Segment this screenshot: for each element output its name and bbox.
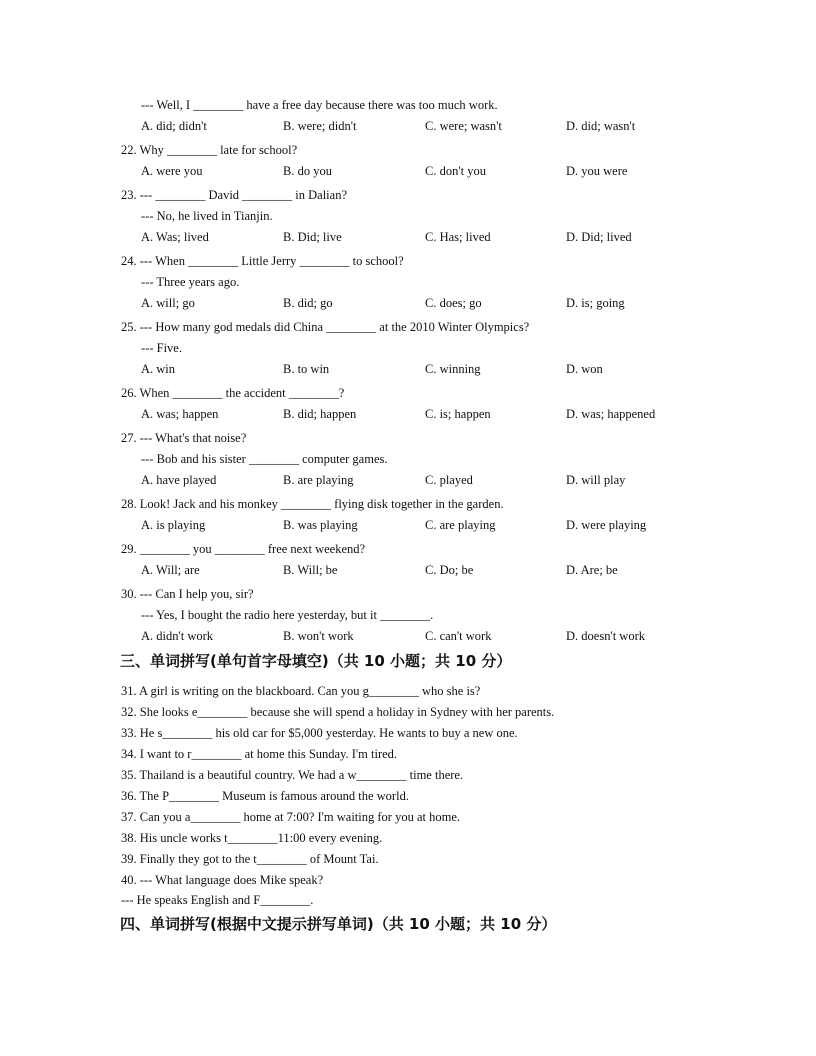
q28-option-d: D. were playing — [566, 518, 647, 532]
q26-option-d: D. was; happened — [566, 407, 656, 421]
question-40: 40. --- What language does Mike speak? — [121, 873, 324, 887]
q22-option-b: B. do you — [283, 164, 332, 178]
question-27: 27. --- What's that noise? — [121, 431, 247, 445]
q30-option-c: C. can't work — [425, 629, 492, 643]
q30-option-d: D. doesn't work — [566, 629, 645, 643]
question-24: 24. --- When ________ Little Jerry ________ to school? — [121, 254, 404, 268]
q21-option-b: B. were; didn't — [283, 119, 357, 133]
q21-option-c: C. were; wasn't — [425, 119, 502, 133]
q27-option-a: A. have played — [141, 473, 217, 487]
q23-option-b: B. Did; live — [283, 230, 342, 244]
question-25: 25. --- How many god medals did China ________ at the 2010 Winter Olympics? — [121, 320, 530, 334]
q25-option-c: C. winning — [425, 362, 481, 376]
q28-option-a: A. is playing — [141, 518, 206, 532]
question-30-answer-line: --- Yes, I bought the radio here yesterday, but it ________. — [141, 608, 434, 622]
q25-option-a: A. win — [141, 362, 176, 376]
question-29: 29. ________ you ________ free next weekend? — [121, 542, 366, 556]
q29-option-c: C. Do; be — [425, 563, 474, 577]
question-28: 28. Look! Jack and his monkey ________ flying disk together in the garden. — [121, 497, 504, 511]
section-3-heading: 三、单词拼写(单句首字母填空)（共 10 小题；共 10 分） — [120, 652, 512, 670]
q24-option-c: C. does; go — [425, 296, 482, 310]
q21-option-a: A. did; didn't — [141, 119, 207, 133]
question-27-answer-line: --- Bob and his sister ________ computer games. — [141, 452, 388, 466]
q23-option-c: C. Has; lived — [425, 230, 491, 244]
q23-option-a: A. Was; lived — [141, 230, 209, 244]
q28-option-c: C. are playing — [425, 518, 496, 532]
question-21-answer-line: --- Well, I ________ have a free day because there was too much work. — [141, 98, 498, 112]
question-38: 38. His uncle works t________11:00 every evening. — [121, 831, 383, 845]
q22-option-d: D. you were — [566, 164, 628, 178]
question-40-answer-line: --- He speaks English and F________. — [121, 893, 314, 907]
question-30: 30. --- Can I help you, sir? — [121, 587, 254, 601]
q21-option-d: D. did; wasn't — [566, 119, 636, 133]
q27-option-c: C. played — [425, 473, 473, 487]
q22-option-c: C. don't you — [425, 164, 486, 178]
question-26: 26. When ________ the accident ________? — [121, 386, 345, 400]
question-25-answer-line: --- Five. — [141, 341, 182, 355]
q24-option-b: B. did; go — [283, 296, 333, 310]
section-4-heading: 四、单词拼写(根据中文提示拼写单词)（共 10 小题；共 10 分） — [120, 915, 557, 933]
q27-option-b: B. are playing — [283, 473, 354, 487]
question-37: 37. Can you a________ home at 7:00? I'm waiting for you at home. — [121, 810, 460, 824]
q25-option-d: D. won — [566, 362, 603, 376]
q30-option-a: A. didn't work — [141, 629, 214, 643]
q30-option-b: B. won't work — [283, 629, 354, 643]
question-39: 39. Finally they got to the t________ of Mount Tai. — [121, 852, 379, 866]
q24-option-d: D. is; going — [566, 296, 625, 310]
question-32: 32. She looks e________ because she will spend a holiday in Sydney with her parents. — [121, 705, 555, 719]
question-23: 23. --- ________ David ________ in Dalian? — [121, 188, 348, 202]
question-34: 34. I want to r________ at home this Sunday. I'm tired. — [121, 747, 398, 761]
q23-option-d: D. Did; lived — [566, 230, 632, 244]
q22-option-a: A. were you — [141, 164, 203, 178]
question-24-answer-line: --- Three years ago. — [141, 275, 240, 289]
question-35: 35. Thailand is a beautiful country. We had a w________ time there. — [121, 768, 464, 782]
question-33: 33. He s________ his old car for $5,000 yesterday. He wants to buy a new one. — [121, 726, 518, 740]
question-23-answer-line: --- No, he lived in Tianjin. — [141, 209, 273, 223]
q26-option-a: A. was; happen — [141, 407, 219, 421]
q27-option-d: D. will play — [566, 473, 626, 487]
q28-option-b: B. was playing — [283, 518, 358, 532]
question-22: 22. Why ________ late for school? — [121, 143, 298, 157]
question-31: 31. A girl is writing on the blackboard. Can you g________ who she is? — [121, 684, 481, 698]
q29-option-a: A. Will; are — [141, 563, 200, 577]
q29-option-d: D. Are; be — [566, 563, 618, 577]
q29-option-b: B. Will; be — [283, 563, 338, 577]
q24-option-a: A. will; go — [141, 296, 195, 310]
q26-option-c: C. is; happen — [425, 407, 491, 421]
q25-option-b: B. to win — [283, 362, 330, 376]
question-36: 36. The P________ Museum is famous around the world. — [121, 789, 409, 803]
q26-option-b: B. did; happen — [283, 407, 357, 421]
